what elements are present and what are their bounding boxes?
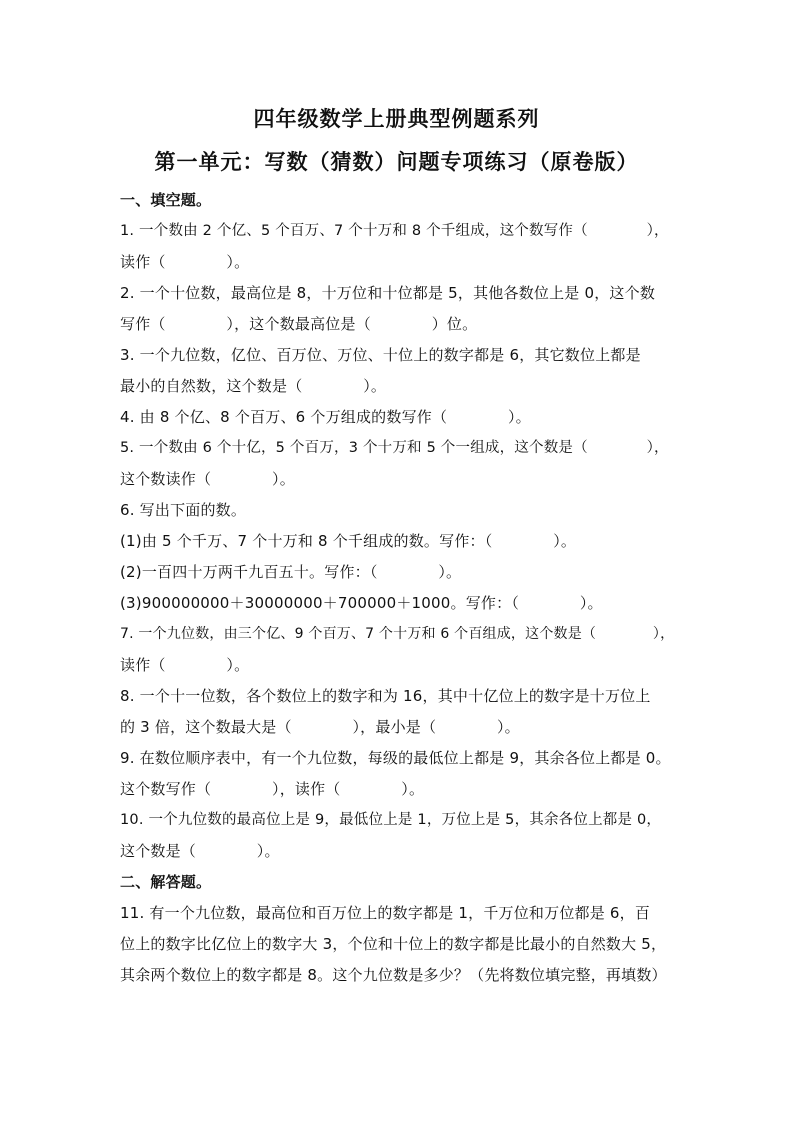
question-line: 位上的数字比亿位上的数字大 3，个位和十位上的数字都是比最小的自然数大 5， xyxy=(120,935,667,953)
question-line: 读作（ ）。 xyxy=(120,656,250,674)
question-line: 6. 写出下面的数。 xyxy=(120,501,247,519)
question-line: 读作（ ）。 xyxy=(120,253,250,271)
question-line: 的 3 倍，这个数最大是（ ），最小是（ ）。 xyxy=(120,718,520,736)
question-line: 5. 一个数由 6 个十亿，5 个百万，3 个十万和 5 个一组成，这个数是（ ）， xyxy=(120,440,669,456)
question-line: 写作（ ），这个数最高位是（ ）位。 xyxy=(120,315,478,333)
question-line: 这个数是（ ）。 xyxy=(120,842,280,860)
document-body xyxy=(120,185,676,991)
question-line: 其余两个数位上的数字都是 8。这个九位数是多少？（先将数位填完整，再填数） xyxy=(120,966,667,984)
question-line: 1. 一个数由 2 个亿、5 个百万、7 个十万和 8 个千组成，这个数写作（ ）， xyxy=(120,223,669,239)
document-subtitle: 第一单元：写数（猜数）问题专项练习（原卷版） xyxy=(154,150,639,174)
question-line: 最小的自然数，这个数是（ ）。 xyxy=(120,377,387,395)
section-heading-solve: 二、解答题。 xyxy=(120,873,212,891)
document-title: 四年级数学上册典型例题系列 xyxy=(253,107,540,131)
question-line: 7. 一个九位数，由三个亿、9 个百万、7 个十万和 6 个百组成，这个数是（ ）， xyxy=(120,626,675,642)
question-line: 2. 一个十位数，最高位是 8，十万位和十位都是 5，其他各数位上是 0，这个数 xyxy=(120,284,656,302)
question-line: 3. 一个九位数，亿位、百万位、万位、十位上的数字都是 6，其它数位上都是 xyxy=(120,346,641,364)
question-line: 11. 有一个九位数，最高位和百万位上的数字都是 1，千万位和万位都是 6，百 xyxy=(120,904,651,922)
question-line: (1)由 5 个千万、7 个十万和 8 个千组成的数。写作：（ ）。 xyxy=(120,532,577,550)
question-line: 9. 在数位顺序表中，有一个九位数，每级的最低位上都是 9，其余各位上都是 0。 xyxy=(120,749,671,767)
section-heading-fill-blank: 一、填空题。 xyxy=(120,191,212,209)
question-line: 8. 一个十一位数，各个数位上的数字和为 16，其中十亿位上的数字是十万位上 xyxy=(120,687,651,705)
question-line: (2)一百四十万两千九百五十。写作：（ ）。 xyxy=(120,563,462,581)
question-line: 10. 一个九位数的最高位上是 9，最低位上是 1，万位上是 5，其余各位上都是 0， xyxy=(120,812,662,828)
question-line: 这个数读作（ ）。 xyxy=(120,470,295,488)
question-line: 4. 由 8 个亿、8 个百万、6 个万组成的数写作（ ）。 xyxy=(120,408,531,426)
question-line: 这个数写作（ ），读作（ ）。 xyxy=(120,780,425,798)
question-line: (3)900000000＋30000000＋700000＋1000。写作：（ ）。 xyxy=(120,594,603,612)
